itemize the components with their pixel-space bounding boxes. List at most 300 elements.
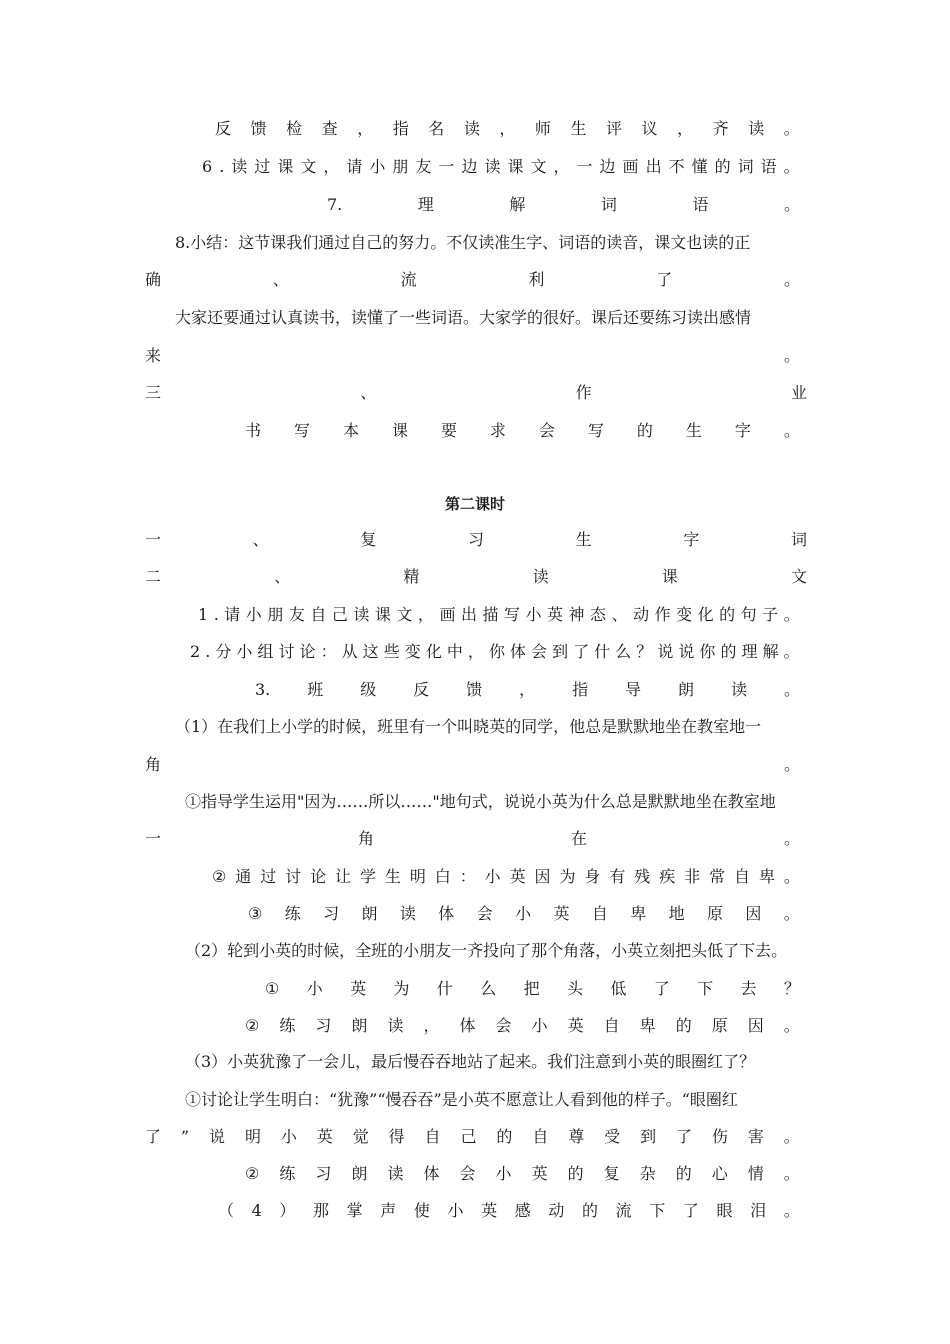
char: 6 <box>202 157 213 176</box>
char: 化 <box>697 605 714 624</box>
paragraph-1-point-1-cont <box>145 829 800 849</box>
char: 。 <box>783 1127 800 1146</box>
char: 的 <box>720 642 737 661</box>
char: 读 <box>484 157 501 176</box>
char: 态 <box>590 605 607 624</box>
char: 有 <box>609 867 626 886</box>
char: 3. <box>255 680 271 699</box>
char: 小 <box>484 867 501 886</box>
line-9-cont <box>145 346 800 366</box>
char: 说 <box>678 642 695 661</box>
char: 课 <box>507 157 524 176</box>
line-write-characters <box>245 421 800 441</box>
char: 因 <box>534 867 551 886</box>
char: 声 <box>380 1201 397 1220</box>
char: 卑 <box>758 867 775 886</box>
char: 字 <box>683 530 700 549</box>
char: ： <box>320 642 337 661</box>
char: 馈 <box>466 680 483 699</box>
char: ② <box>245 1164 260 1183</box>
char: 边 <box>461 157 478 176</box>
line-homework-heading <box>145 383 807 403</box>
char: 。 <box>783 829 800 848</box>
char: 读 <box>748 119 765 138</box>
char: 查 <box>321 119 338 138</box>
char: 确 <box>145 270 162 289</box>
char: 三 <box>145 383 162 402</box>
char: 班 <box>307 680 324 699</box>
char: 导 <box>625 680 642 699</box>
char: 生 <box>685 421 702 440</box>
char: 读 <box>463 119 480 138</box>
char: 论 <box>299 642 316 661</box>
line-review <box>145 530 807 550</box>
char: 英 <box>350 979 367 998</box>
char: 。 <box>783 867 800 886</box>
char: 。 <box>783 421 800 440</box>
char: 了 <box>676 1127 693 1146</box>
char: 说 <box>209 1127 226 1146</box>
char: 生 <box>384 867 401 886</box>
char: ② <box>245 1016 260 1035</box>
char: 习 <box>315 1016 332 1035</box>
char: 画 <box>622 157 639 176</box>
char: 会 <box>476 904 493 923</box>
char: 作 <box>654 605 671 624</box>
char: 会 <box>531 642 548 661</box>
char: 英 <box>481 1201 498 1220</box>
char: 请 <box>346 157 363 176</box>
char: 下 <box>697 979 714 998</box>
char: 齐 <box>712 119 729 138</box>
char: 语 <box>760 157 777 176</box>
char: 地 <box>668 904 685 923</box>
char: 。 <box>783 1201 800 1220</box>
char: ③ <box>248 904 263 923</box>
char: 心 <box>711 1164 728 1183</box>
char: . <box>205 642 211 661</box>
char: 伤 <box>711 1127 728 1146</box>
char: 业 <box>790 383 807 402</box>
line-feedback <box>215 119 800 139</box>
char: 么 <box>615 642 632 661</box>
char: ② <box>212 867 227 886</box>
char: 。 <box>783 119 800 138</box>
char: 尊 <box>568 1127 585 1146</box>
char: 读 <box>231 157 248 176</box>
char: 求 <box>489 421 506 440</box>
char: 流 <box>615 1201 632 1220</box>
char: 自 <box>532 1127 549 1146</box>
char: 卑 <box>630 904 647 923</box>
char: 中 <box>446 642 463 661</box>
char: 自 <box>603 1016 620 1035</box>
char: 评 <box>606 119 623 138</box>
char: 4 <box>251 1201 262 1220</box>
char: 组 <box>257 642 274 661</box>
char: 为 <box>393 979 410 998</box>
char: ， <box>499 119 516 138</box>
char: ， <box>553 157 570 176</box>
char: 神 <box>568 605 585 624</box>
char: 你 <box>699 642 716 661</box>
char: 残 <box>634 867 651 886</box>
char: 复 <box>360 530 377 549</box>
char: 疾 <box>659 867 676 886</box>
char: 使 <box>413 1201 430 1220</box>
char: 不 <box>668 157 685 176</box>
char: 利 <box>528 270 545 289</box>
char: 自 <box>310 605 327 624</box>
char: 一 <box>145 530 162 549</box>
char: 师 <box>534 119 551 138</box>
char: 出 <box>645 157 662 176</box>
char: 2 <box>190 642 201 661</box>
char: 。 <box>783 904 800 923</box>
char: 读 <box>730 680 747 699</box>
paragraph-1-point-3 <box>248 904 800 924</box>
char: 写 <box>293 421 310 440</box>
char: 了 <box>573 642 590 661</box>
char: 些 <box>383 642 400 661</box>
char: ： <box>459 867 476 886</box>
char: 会 <box>538 421 555 440</box>
char: 指 <box>572 680 589 699</box>
char: 课 <box>374 605 391 624</box>
char: 体 <box>510 642 527 661</box>
char: 词 <box>737 157 754 176</box>
line-7 <box>327 195 800 215</box>
char: 描 <box>482 605 499 624</box>
char: 低 <box>610 979 627 998</box>
char: 1 <box>198 605 209 624</box>
char: 因 <box>747 1016 764 1035</box>
char: 书 <box>245 421 262 440</box>
line-1 <box>198 605 800 625</box>
char: 、 <box>252 530 269 549</box>
char: 字 <box>734 421 751 440</box>
paragraph-1-cont <box>145 755 800 775</box>
char: 练 <box>279 1164 296 1183</box>
char: 分 <box>215 642 232 661</box>
char: 什 <box>436 979 453 998</box>
char: 写 <box>587 421 604 440</box>
char: 小 <box>369 157 386 176</box>
char: 课 <box>277 157 294 176</box>
char: ， <box>323 157 340 176</box>
char: 朗 <box>351 1164 368 1183</box>
char: 情 <box>747 1164 764 1183</box>
char: 自 <box>734 867 751 886</box>
paragraph-1-point-1: ①指导学生运用"因为……所以……"地句式，说说小英为什么总是默默地坐在教室地 <box>185 792 776 811</box>
char: 朗 <box>678 680 695 699</box>
char: 文 <box>300 157 317 176</box>
char: 的 <box>714 157 731 176</box>
char: 读 <box>532 567 549 586</box>
char: 动 <box>633 605 650 624</box>
char: 小 <box>525 605 542 624</box>
char: 友 <box>288 605 305 624</box>
char: ） <box>279 1201 296 1220</box>
char: 检 <box>286 119 303 138</box>
char: 的 <box>719 605 736 624</box>
char: 把 <box>523 979 540 998</box>
char: 英 <box>316 1127 333 1146</box>
char: 杂 <box>639 1164 656 1183</box>
char: 过 <box>260 867 277 886</box>
line-6 <box>202 157 800 177</box>
char: 。 <box>783 755 800 774</box>
paragraph-3-point-1-cont <box>145 1127 800 1147</box>
char: ， <box>417 605 434 624</box>
char: 。 <box>783 1016 800 1035</box>
char: . <box>219 157 225 176</box>
char: 请 <box>224 605 241 624</box>
char: 友 <box>415 157 432 176</box>
char: 朗 <box>361 904 378 923</box>
char: 本 <box>342 421 359 440</box>
char: 。 <box>783 195 800 214</box>
char: 这 <box>362 642 379 661</box>
char: 明 <box>244 1127 261 1146</box>
line-2 <box>190 642 800 662</box>
char: 眼 <box>716 1201 733 1220</box>
char: 写 <box>503 605 520 624</box>
char: 解 <box>762 642 779 661</box>
char: 英 <box>553 904 570 923</box>
char: 非 <box>684 867 701 886</box>
char: 小 <box>531 1016 548 1035</box>
char: 角 <box>357 829 374 848</box>
char: 论 <box>310 867 327 886</box>
char: 文 <box>396 605 413 624</box>
char: 得 <box>388 1127 405 1146</box>
char: 的 <box>675 1164 692 1183</box>
char: 读 <box>399 904 416 923</box>
char: 了 <box>653 979 670 998</box>
paragraph-2-point-2 <box>245 1016 800 1036</box>
char: 感 <box>514 1201 531 1220</box>
char: 生 <box>575 530 592 549</box>
char: 通 <box>235 867 252 886</box>
char: 。 <box>783 346 800 365</box>
char: 让 <box>335 867 352 886</box>
char: 动 <box>548 1201 565 1220</box>
char: 明 <box>409 867 426 886</box>
char: 理 <box>417 195 434 214</box>
char: ， <box>357 119 374 138</box>
char: 变 <box>676 605 693 624</box>
char: 句 <box>740 605 757 624</box>
paragraph-3: （3）小英犹豫了一会儿，最后慢吞吞地站了起来。我们注意到小英的眼圈红了？ <box>185 1052 756 1071</box>
char: 到 <box>552 642 569 661</box>
char: 出 <box>460 605 477 624</box>
char: 课 <box>661 567 678 586</box>
char: 因 <box>745 904 762 923</box>
char: 去 <box>740 979 757 998</box>
char: 一 <box>145 829 162 848</box>
char: 会 <box>459 1164 476 1183</box>
char: 觉 <box>352 1127 369 1146</box>
char: ？ <box>783 979 800 998</box>
char: 白 <box>434 867 451 886</box>
char: 流 <box>400 270 417 289</box>
paragraph-2: （2）轮到小英的时候，全班的小朋友一齐投向了那个角落，小英立刻把头低了下去。 <box>185 941 788 960</box>
char: 小 <box>495 1164 512 1183</box>
char: 害 <box>747 1127 764 1146</box>
char: 会 <box>495 1016 512 1035</box>
line-3 <box>255 680 800 700</box>
paragraph-3-point-1: ①讨论让学生明白：“犹豫”“慢吞吞”是小英不愿意让人看到他的样子。“眼圈红 <box>185 1090 738 1109</box>
char: 体 <box>423 1164 440 1183</box>
char: 英 <box>547 605 564 624</box>
char: 角 <box>145 755 162 774</box>
char: 的 <box>582 1201 599 1220</box>
char: 小 <box>447 1201 464 1220</box>
char: 英 <box>531 1164 548 1183</box>
char: 讨 <box>285 867 302 886</box>
char: 的 <box>636 421 653 440</box>
char: 从 <box>341 642 358 661</box>
char: 己 <box>460 1127 477 1146</box>
char: 自 <box>424 1127 441 1146</box>
char: 朋 <box>267 605 284 624</box>
char: 作 <box>575 383 592 402</box>
char: （ <box>218 1201 235 1220</box>
char: 。 <box>783 270 800 289</box>
char: 理 <box>741 642 758 661</box>
char: 议 <box>641 119 658 138</box>
char: 课 <box>391 421 408 440</box>
char: 的 <box>496 1127 513 1146</box>
char: 小 <box>306 979 323 998</box>
line-9: 大家还要通过认真读书，读懂了一些词语。大家学的很好。课后还要练习读出感情 <box>175 308 752 327</box>
char: 词 <box>790 530 807 549</box>
char: 泪 <box>750 1201 767 1220</box>
char: 小 <box>515 904 532 923</box>
char: 英 <box>509 867 526 886</box>
char: 了 <box>145 1127 162 1146</box>
char: 解 <box>509 195 526 214</box>
char: 朋 <box>392 157 409 176</box>
char: 学 <box>359 867 376 886</box>
char: 。 <box>783 157 800 176</box>
paragraph-1: （1）在我们上小学的时候，班里有一个叫晓英的同学，他总是默默地坐在教室地一 <box>175 717 762 736</box>
char: 身 <box>584 867 601 886</box>
char: 为 <box>559 867 576 886</box>
char: 练 <box>279 1016 296 1035</box>
char: 名 <box>428 119 445 138</box>
char: 了 <box>682 1201 699 1220</box>
char: 原 <box>711 1016 728 1035</box>
char: 小 <box>280 1127 297 1146</box>
char: 文 <box>790 567 807 586</box>
char: 一 <box>576 157 593 176</box>
char: ？ <box>636 642 653 661</box>
char: 小 <box>245 605 262 624</box>
char: ， <box>467 642 484 661</box>
char: 小 <box>236 642 253 661</box>
char: 一 <box>438 157 455 176</box>
char: 。 <box>783 642 800 661</box>
char: 。 <box>783 605 800 624</box>
char: 在 <box>570 829 587 848</box>
paragraph-4 <box>218 1201 800 1221</box>
char: 二 <box>145 567 162 586</box>
char: 习 <box>467 530 484 549</box>
char: 读 <box>353 605 370 624</box>
char: 化 <box>425 642 442 661</box>
char: 卑 <box>639 1016 656 1035</box>
char: 受 <box>604 1127 621 1146</box>
char: 词 <box>600 195 617 214</box>
line-8-summary: 8.小结：这节课我们通过自己的努力。不仅读准生字、词语的读音，课文也读的正 <box>175 233 751 252</box>
line-8-cont <box>145 270 800 290</box>
char: 常 <box>709 867 726 886</box>
char: ， <box>519 680 536 699</box>
char: 读 <box>387 1016 404 1035</box>
char: 习 <box>315 1164 332 1183</box>
char: 级 <box>360 680 377 699</box>
char: 、 <box>360 383 377 402</box>
paragraph-3-point-2 <box>245 1164 800 1184</box>
char: 精 <box>403 567 420 586</box>
char: ， <box>677 119 694 138</box>
char: 懂 <box>691 157 708 176</box>
char: ， <box>423 1016 440 1035</box>
char: 掌 <box>346 1201 363 1220</box>
char: 读 <box>387 1164 404 1183</box>
char: 的 <box>567 1164 584 1183</box>
char: 变 <box>404 642 421 661</box>
char: . <box>213 605 219 624</box>
char: 自 <box>591 904 608 923</box>
char: 要 <box>440 421 457 440</box>
char: 头 <box>566 979 583 998</box>
char: 子 <box>762 605 779 624</box>
char: 说 <box>657 642 674 661</box>
char: 体 <box>459 1016 476 1035</box>
char: 文 <box>530 157 547 176</box>
char: 7. <box>327 195 343 214</box>
char: 原 <box>707 904 724 923</box>
char: 馈 <box>250 119 267 138</box>
char: 讨 <box>278 642 295 661</box>
char: 来 <box>145 346 162 365</box>
char: 生 <box>570 119 587 138</box>
char: 。 <box>783 680 800 699</box>
char: 反 <box>215 119 232 138</box>
char: 指 <box>392 119 409 138</box>
char: 、 <box>272 270 289 289</box>
char: ① <box>265 979 280 998</box>
char: 己 <box>331 605 348 624</box>
char: 反 <box>413 680 430 699</box>
char: 了 <box>656 270 673 289</box>
char: 体 <box>438 904 455 923</box>
paragraph-2-point-1 <box>265 979 800 999</box>
char: 、 <box>611 605 628 624</box>
char: 边 <box>599 157 616 176</box>
char: 过 <box>254 157 271 176</box>
char: 练 <box>284 904 301 923</box>
char: 朗 <box>351 1016 368 1035</box>
paragraph-1-point-2 <box>212 867 800 887</box>
lesson-title: 第二课时 <box>444 495 505 513</box>
char: 那 <box>313 1201 330 1220</box>
char: 习 <box>323 904 340 923</box>
char: 到 <box>640 1127 657 1146</box>
